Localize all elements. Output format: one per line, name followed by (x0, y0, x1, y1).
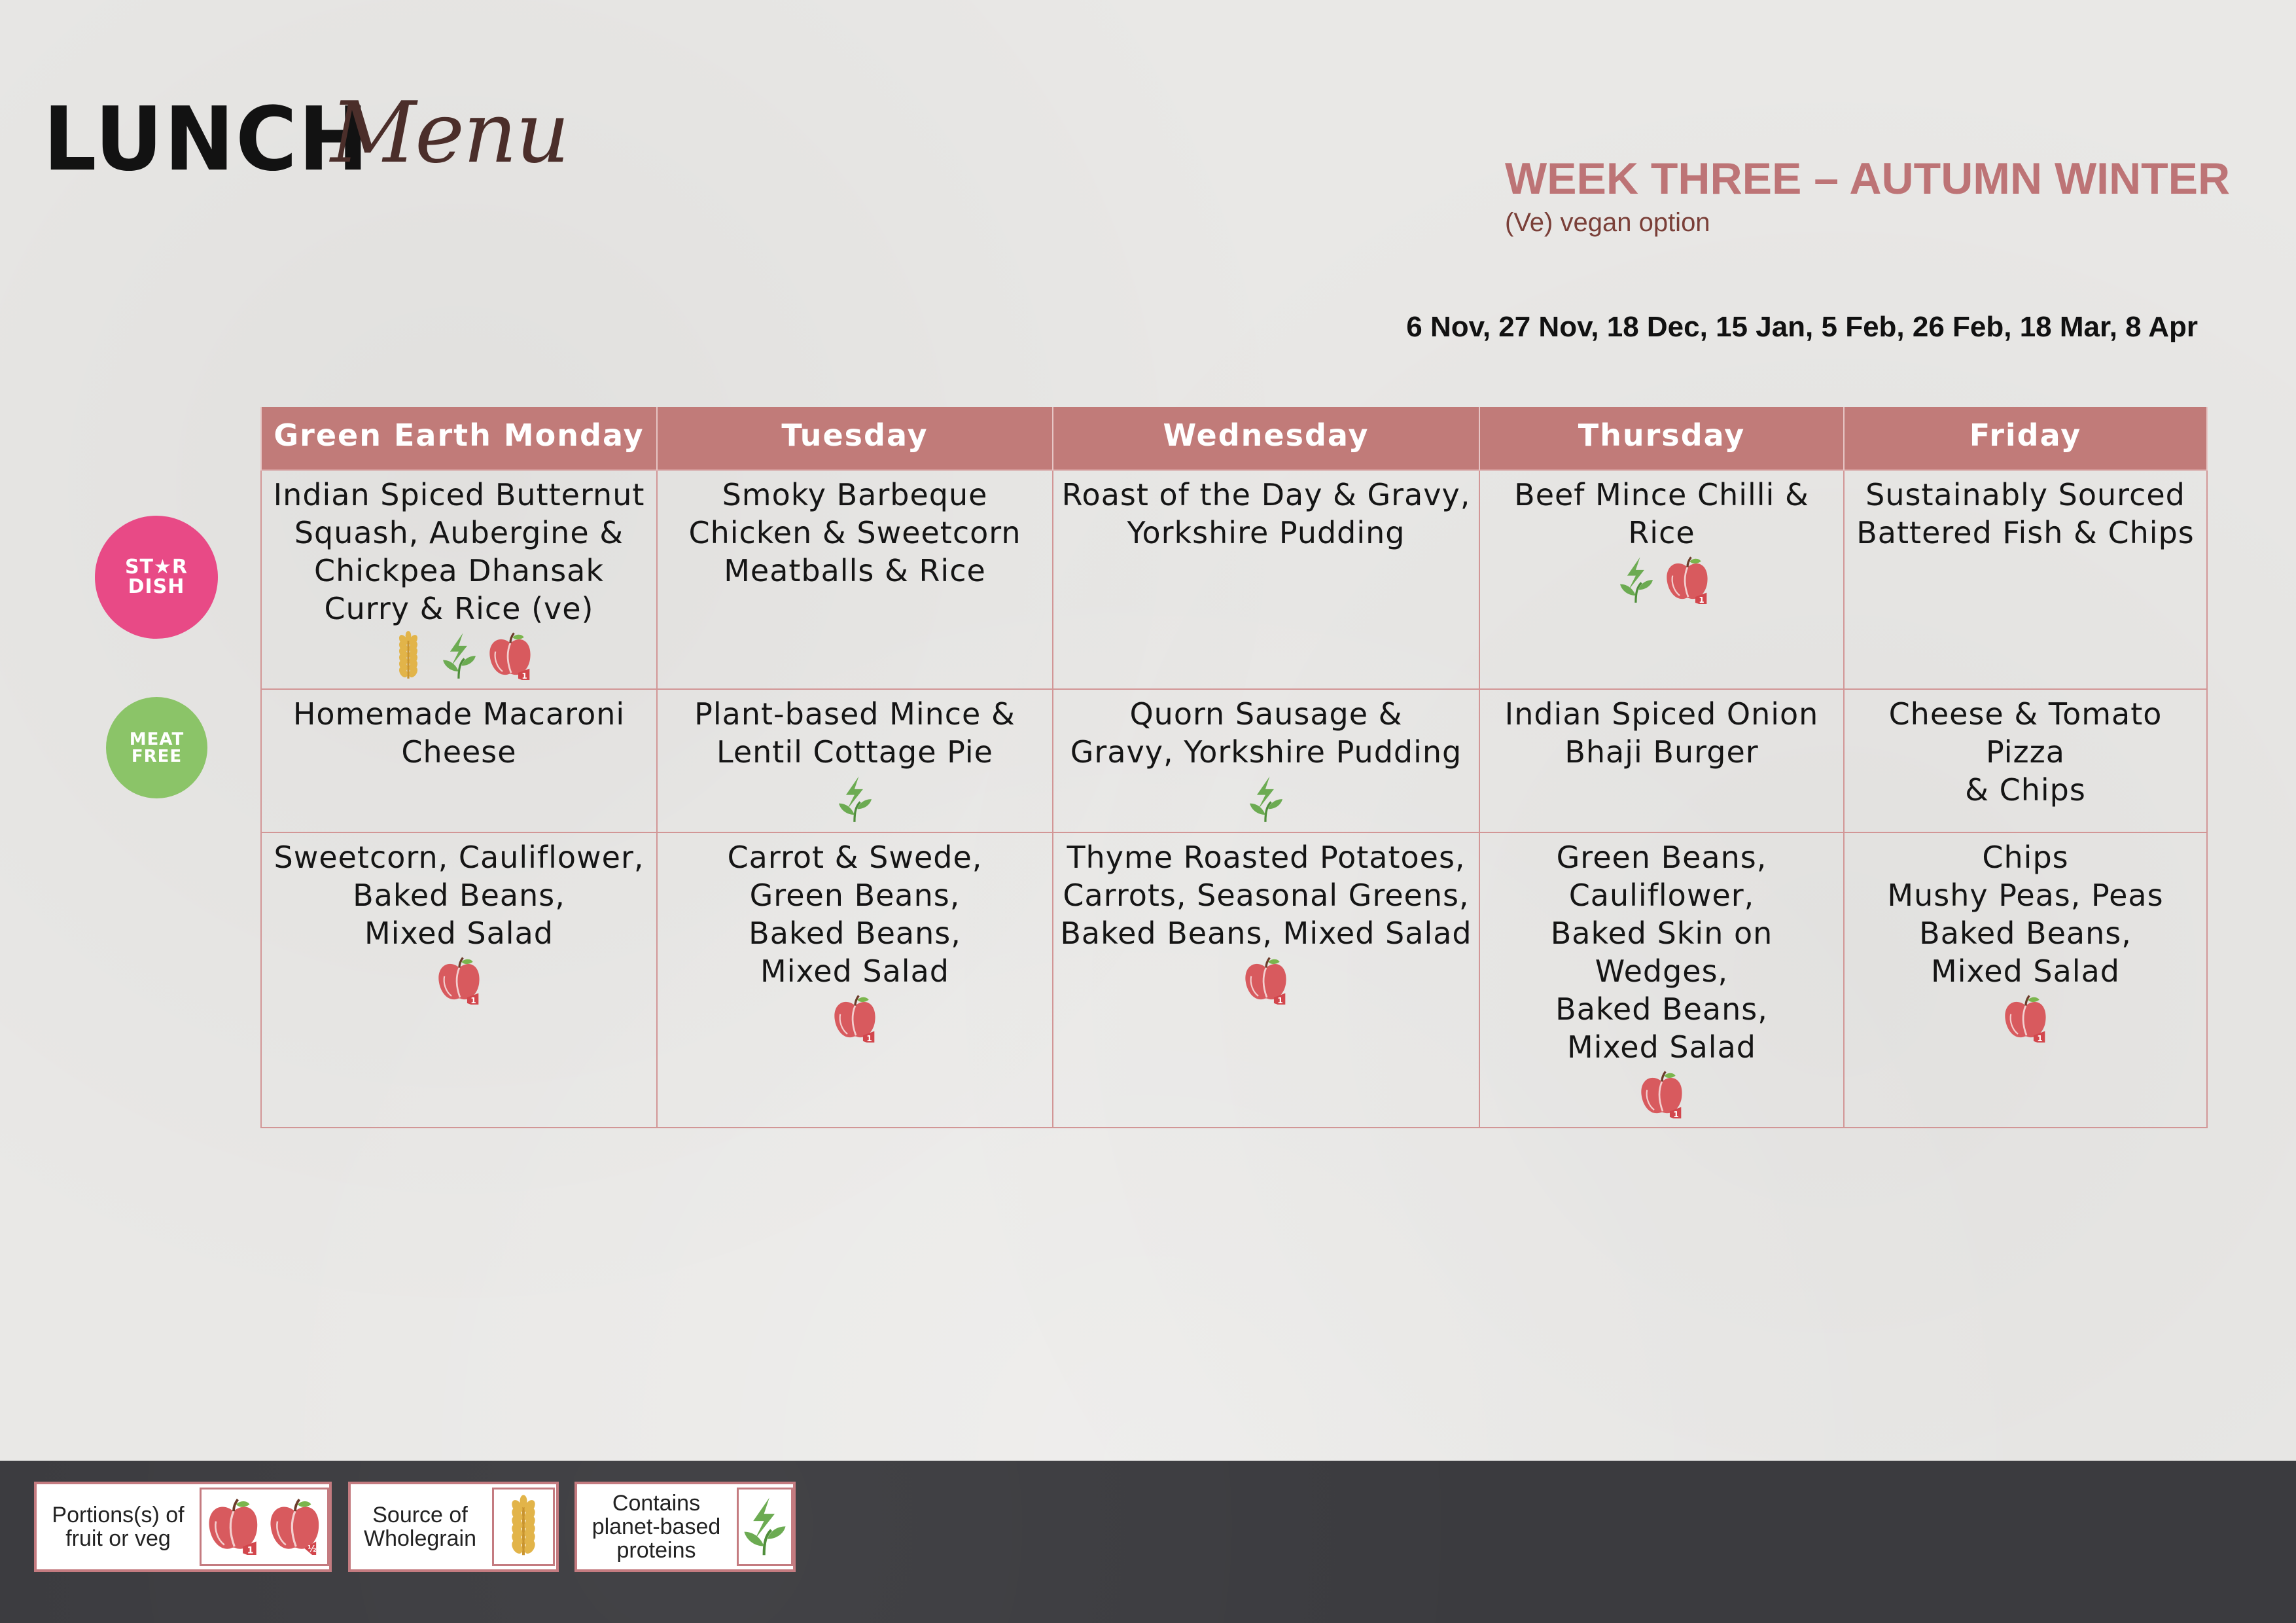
svg-text:1: 1 (2036, 1033, 2043, 1043)
day-header-thursday: Thursday (1479, 407, 1844, 470)
menu-cell (1844, 689, 2207, 832)
sides-text: Green Beans, Cauliflower, Baked Skin on Wedges, Baked Beans, Mixed Salad (1550, 840, 1773, 1065)
day-header-monday: Green Earth Monday (261, 407, 657, 470)
menu-script-title: Menu (330, 84, 569, 182)
star-dish-badge-line1: ST★R (124, 556, 188, 579)
wholegrain-icon (383, 630, 433, 688)
wholegrain-icon (492, 1494, 555, 1560)
meat-free-badge (106, 697, 207, 798)
dietary-icons (1845, 993, 2206, 1051)
dish-name: Homemade Macaroni Cheese (292, 696, 626, 770)
svg-text:1: 1 (1698, 595, 1705, 604)
vegan-note: (Ve) vegan option (1505, 208, 1710, 237)
star-dish-row (261, 470, 2207, 689)
star-dish-badge-line2: DISH (128, 575, 185, 598)
plant-protein-icon (1612, 554, 1661, 613)
dish-name: Smoky Barbeque Chicken & Sweetcorn Meatballs & Rice (688, 477, 1021, 588)
svg-text:1: 1 (1672, 1109, 1680, 1118)
fruit-veg-1-icon (1241, 955, 1291, 1013)
fruit-veg-1-icon (1663, 554, 1712, 613)
week-title: WEEK THREE – AUTUMN WINTER (1505, 154, 2231, 204)
dietary-icons (1480, 1069, 1843, 1127)
dish-name: Indian Spiced Butternut Squash, Aubergine & Chickpea Dhansak Curry & Rice (ve) (273, 477, 645, 626)
legend-wholegrain (348, 1482, 559, 1572)
legend-planet-protein (574, 1482, 796, 1572)
dietary-icons (658, 774, 1052, 832)
dietary-icons (1053, 955, 1479, 1013)
menu-dates: 6 Nov, 27 Nov, 18 Dec, 15 Jan, 5 Feb, 26 Feb, 18 Mar, 8 Apr (1406, 311, 2198, 343)
menu-cell (1053, 689, 1479, 832)
menu-cell (1479, 832, 1844, 1128)
legend-planet-icon-box (737, 1488, 793, 1566)
menu-cell (657, 470, 1053, 689)
dish-name: Indian Spiced Onion Bhaji Burger (1504, 696, 1819, 770)
menu-cell (1479, 689, 1844, 832)
fruit-veg-1-icon (486, 630, 535, 688)
dietary-icons (1480, 554, 1843, 613)
fruit-veg-1-icon (434, 955, 484, 1013)
menu-cell (1844, 470, 2207, 689)
star-dish-badge (95, 516, 218, 639)
menu-table (260, 407, 2208, 1128)
fruit-veg-1-icon (2001, 993, 2051, 1051)
fruit-veg-1-icon (830, 993, 880, 1051)
svg-text:1: 1 (247, 1545, 254, 1555)
dietary-icons (1053, 774, 1479, 832)
dietary-icons (262, 955, 656, 1013)
plant-protein-icon (830, 774, 880, 832)
svg-text:1: 1 (1277, 995, 1284, 1005)
svg-text:1: 1 (866, 1033, 873, 1043)
dish-name: Sustainably Sourced Battered Fish & Chips (1856, 477, 2195, 550)
svg-text:1: 1 (521, 671, 528, 680)
footer-band (0, 1461, 2296, 1623)
day-header-row (261, 407, 2207, 470)
plant-protein-icon (733, 1494, 796, 1560)
menu-cell (657, 832, 1053, 1128)
plant-protein-icon (1241, 774, 1291, 832)
menu-cell (261, 689, 657, 832)
day-header-tuesday: Tuesday (657, 407, 1053, 470)
dietary-icons (262, 630, 656, 688)
svg-text:½: ½ (308, 1544, 317, 1554)
legend-wholegrain-icon-box (492, 1488, 555, 1566)
sides-text: Thyme Roasted Potatoes, Carrots, Seasonal Greens, Baked Beans, Mixed Salad (1060, 840, 1472, 951)
menu-cell (1053, 832, 1479, 1128)
sides-text: Chips Mushy Peas, Peas Baked Beans, Mixed Salad (1887, 840, 2164, 989)
dietary-icons (658, 993, 1052, 1051)
meat-free-badge-line2: FREE (131, 746, 183, 766)
sides-row (261, 832, 2207, 1128)
dish-name: Quorn Sausage & Gravy, Yorkshire Pudding (1070, 696, 1462, 770)
menu-cell (1479, 470, 1844, 689)
day-header-wednesday: Wednesday (1053, 407, 1479, 470)
meat-free-row (261, 689, 2207, 832)
menu-cell (657, 689, 1053, 832)
fruit-veg-half-icon (266, 1496, 325, 1558)
menu-cell (261, 832, 657, 1128)
meat-free-badge-line1: MEAT (129, 729, 185, 749)
menu-cell (1053, 470, 1479, 689)
svg-text:1: 1 (470, 995, 477, 1005)
legend-fruit-veg (34, 1482, 332, 1572)
fruit-veg-1-icon (204, 1496, 263, 1558)
legend-wholegrain-label: Source of Wholegrain (364, 1503, 476, 1551)
day-header-friday: Friday (1844, 407, 2207, 470)
dish-name: Roast of the Day & Gravy, Yorkshire Pudding (1061, 477, 1471, 550)
menu-cell (261, 470, 657, 689)
legend-fruit-veg-label: Portions(s) of fruit or veg (52, 1503, 185, 1551)
legend-fruit-veg-icons (200, 1488, 329, 1566)
menu-cell (1844, 832, 2207, 1128)
dish-name: Beef Mince Chilli & Rice (1514, 477, 1809, 550)
sides-text: Carrot & Swede, Green Beans, Baked Beans, Mixed Salad (727, 840, 983, 989)
fruit-veg-1-icon (1637, 1069, 1687, 1127)
plant-protein-icon (434, 630, 484, 688)
lunch-title: LUNCH (43, 88, 370, 191)
sides-text: Sweetcorn, Cauliflower, Baked Beans, Mixed Salad (274, 840, 645, 951)
dish-name: Cheese & Tomato Pizza & Chips (1888, 696, 2163, 808)
dish-name: Plant-based Mince & Lentil Cottage Pie (694, 696, 1016, 770)
legend-planet-protein-label: Contains planet-based proteins (592, 1491, 721, 1563)
